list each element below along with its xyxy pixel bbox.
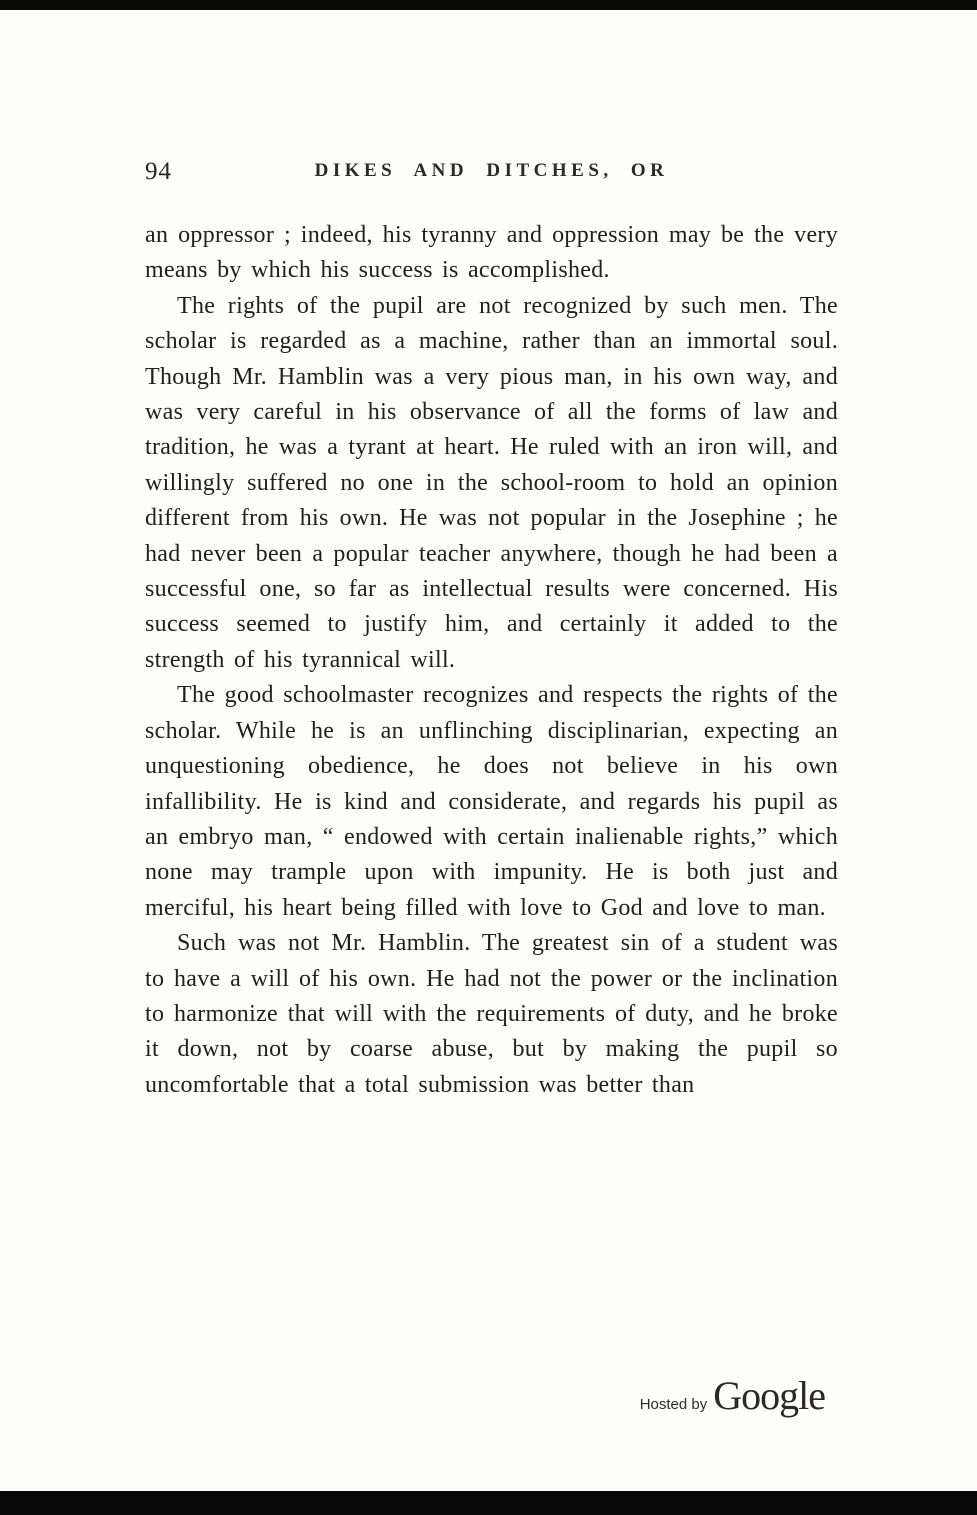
google-books-watermark	[640, 1372, 825, 1419]
paragraph: The rights of the pupil are not recognized by such men. The scholar is regarded as a machine, rather than an immortal soul. Though Mr. Hamblin was a very pious man, in his own way, and was very careful in his observance of all the forms of law and tradition, he was a tyrant at heart. He ruled with an iron will, and willingly suffered no one in the school-room to hold an opinion different from his own. He was not popular in the Josephine ; he had never been a popular teacher anywhere, though he had been a successful one, so far as intellectual results were concerned. His success seemed to justify him, and certainly it added to the strength of his tyrannical will.	[145, 292, 838, 673]
page-header	[145, 156, 838, 186]
body-text	[145, 218, 838, 1103]
google-logo: Google	[713, 1373, 825, 1418]
scan-border-top	[0, 0, 977, 10]
scan-border-bottom	[0, 1491, 977, 1515]
hosted-by-label: Hosted by	[639, 1396, 708, 1413]
paragraph: Such was not Mr. Hamblin. The greatest sin of a student was to have a will of his own. He had not the power or the inclination to harmonize that will with the requirements of duty, and he broke it down, not by coarse abuse, but by making the pupil so uncomfortable that a total submission was better than	[145, 930, 838, 1098]
page-number: 94	[145, 158, 172, 185]
paragraph: The good schoolmaster recognizes and respects the rights of the scholar. While he is an unflinching disciplinarian, expecting an unquestioning obedience, he does not believe in his own infallibility. He is kind and considerate, and regards his pupil as an embryo man, “ endowed with certain inalienable rights,” which none may trample upon with impunity. He is both just and merciful, his heart being filled with love to God and love to man.	[145, 682, 838, 921]
running-header-title: DIKES AND DITCHES, OR	[314, 160, 669, 181]
paragraph: an oppressor ; indeed, his tyranny and oppression may be the very means by which his success is accomplished.	[145, 222, 838, 284]
